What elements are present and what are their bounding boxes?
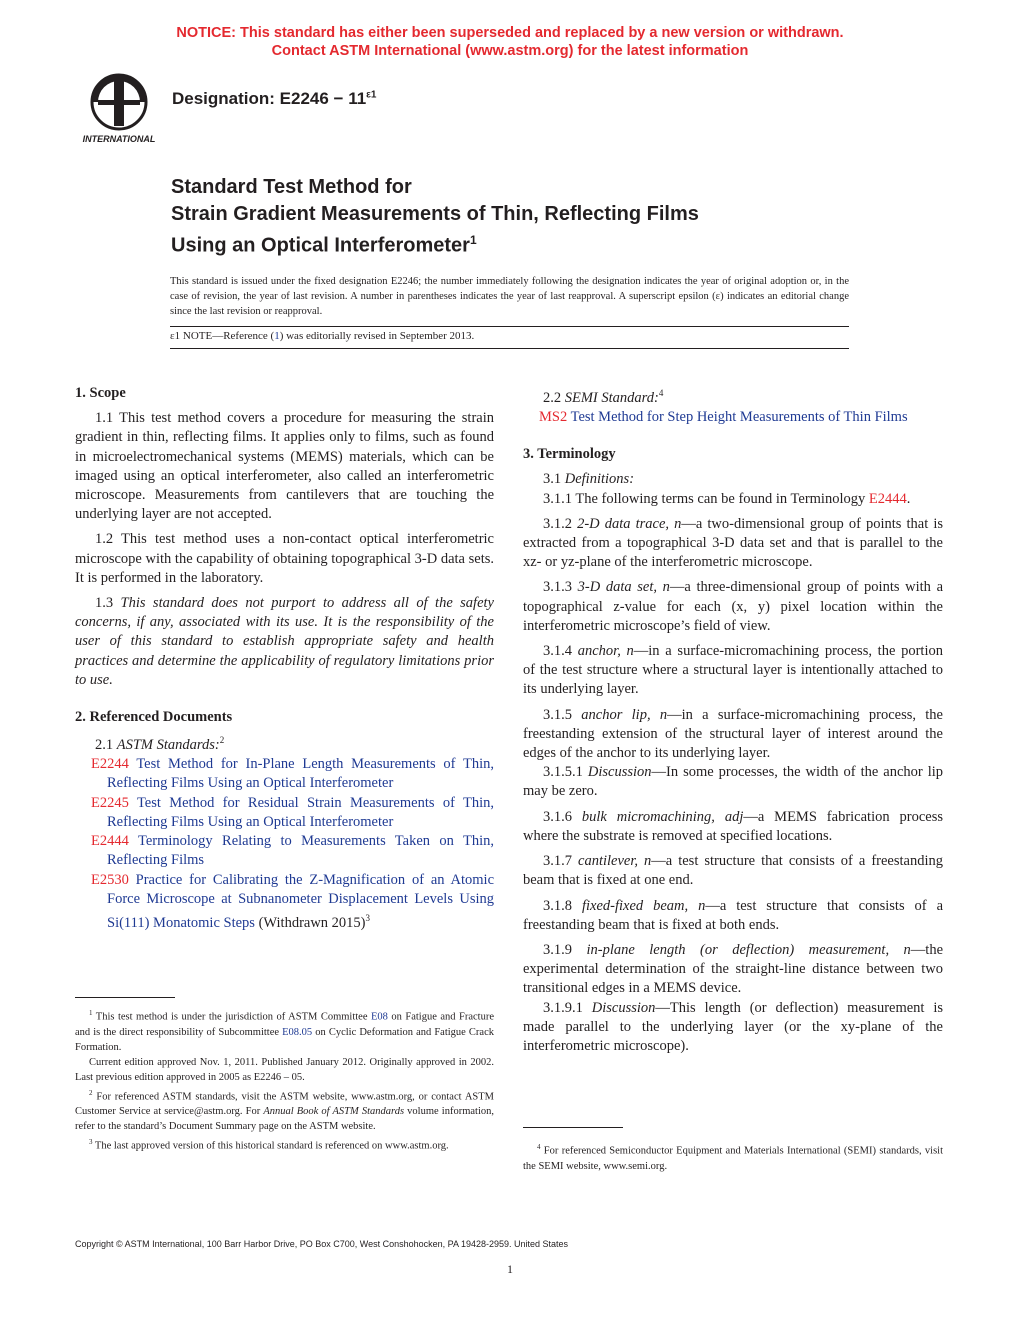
definition: 3.1.7 cantilever, n—a test structure that consists of a freestanding beam that is fixed at one end.	[523, 853, 943, 889]
e2444-link[interactable]: E2444	[868, 490, 907, 507]
reference-item	[75, 832, 494, 870]
committee-link[interactable]: E08	[370, 1011, 388, 1023]
editorial-note: ε1 NOTE—Reference (1) was editorially revised in September 2013.	[170, 330, 475, 342]
reference-link[interactable]: 1	[274, 330, 280, 342]
notice-line-2: Contact ASTM International (www.astm.org) for the latest information	[271, 43, 749, 59]
para-2-2: 2.2 SEMI Standard:$^4$	[543, 388, 664, 406]
subcommittee-link[interactable]: E08.05	[282, 1026, 313, 1038]
reference-title-link[interactable]: Practice for Calibrating the Z-Magnification of an Atomic Force Microscope at Subnanometer Displacement Levels Using Si(111) Monatomic Steps	[107, 871, 495, 931]
para-3-1-1: 3.1.1 The following terms can be found in Terminology E2444.	[543, 490, 911, 507]
left-column	[75, 384, 494, 933]
reference-code-link[interactable]: E2244	[91, 756, 129, 773]
divider	[170, 326, 849, 327]
reference-title-link[interactable]: Test Method for Step Height Measurements of Thin Films	[570, 409, 908, 426]
section-heading-referenced-documents: 2. Referenced Documents	[75, 709, 233, 726]
definition: 3.1.9 in-plane length (or deflection) measurement, n—the experimental determination of the straight-line distance between two transitional edges in a MEMS device.	[523, 941, 944, 997]
para-3-1: 3.1 Definitions:	[543, 471, 635, 488]
footnote-4: $^4$ For referenced Semiconductor Equipment and Materials International (SEMI) standards, visit the SEMI website, www.semi.org.	[523, 1143, 943, 1172]
reference-code-link[interactable]: E2245	[91, 794, 129, 811]
title-line-1: Standard Test Method for	[171, 176, 412, 198]
right-column	[523, 384, 943, 1056]
footnote-1-edition: Current edition approved Nov. 1, 2011. Published January 2012. Originally approved in 2002. Last previous edition approved in 2005 as E2246 – 05.	[75, 1057, 494, 1084]
supersession-notice	[0, 24, 1020, 60]
footnote-2: $^2$ For referenced ASTM standards, visit the ASTM website, www.astm.org, or contact ASTM Customer Service at service@astm.org. For Annual Book of ASTM Standards volume information, refer to the standard’s Document Summary page on the ASTM website.	[75, 1088, 494, 1133]
designation-epsilon: ε1	[366, 89, 377, 101]
footnotes-right	[523, 1140, 943, 1174]
para-2-1: 2.1 ASTM Standards:$^2$	[95, 735, 225, 754]
para-1-3: 1.3 This standard does not purport to address all of the safety concerns, if any, associated with its use. It is the responsibility of the user of this standard to establish appropriate safety and health practices and determine the applicability of regulatory limitations prior to use.	[75, 595, 494, 688]
title-line-3: Using an Optical Interferometer$^1$	[171, 233, 477, 257]
footnote-1: $^1$ This test method is under the jurisdiction of ASTM Committee E08 on Fatigue and Fracture and is the direct responsibility of Subcommittee E08.05 on Cyclic Deformation and Fatigue Crack Formation.	[75, 1009, 494, 1053]
reference-code-link[interactable]: E2444	[91, 833, 129, 850]
designation-label: Designation: E2246 − 11	[172, 89, 367, 108]
logo-subtext: INTERNATIONAL	[82, 134, 156, 144]
astm-logo	[74, 72, 164, 144]
reference-title-link[interactable]: Terminology Relating to Measurements Taken on Thin, Reflecting Films	[107, 833, 494, 869]
reference-item: E2530 Practice for Calibrating the Z-Magnification of an Atomic Force Microscope at Subnanometer Displacement Levels Using Si(111) Monatomic Steps (Withdrawn 2015)$^3$	[91, 871, 495, 931]
section-heading-terminology: 3. Terminology	[523, 446, 616, 463]
divider	[170, 348, 849, 349]
title-footnote-mark: 1	[469, 233, 477, 247]
definition: 3.1.3 3-D data set, n—a three-dimensional group of points with a topographical z-value for each (x, y) pixel location within the interferometric microscope’s field of view.	[523, 579, 944, 634]
definition: 3.1.5 anchor lip, n—in a surface-micromachining process, the freestanding extension of the structural layer of interest around the edges of the anchor to its underlying layer.	[523, 706, 943, 762]
issuance-statement: This standard is issued under the fixed designation E2246; the number immediately following the designation indicates the year of original adoption or, in the case of revision, the year of last revision. A number in parentheses indicates the year of last reapproval. A superscript epsilon (ε) indicates an editorial change since the last revision or reapproval.	[170, 276, 849, 317]
title-line-2: Strain Gradient Measurements of Thin, Reflecting Films	[171, 202, 699, 225]
definition: 3.1.6 bulk micromachining, adj—a MEMS fabrication process where the substrate is removed at specified locations.	[523, 808, 943, 844]
footnote-rule	[523, 1127, 623, 1128]
reference-code-link[interactable]: MS2	[539, 409, 568, 426]
para-1-1: 1.1 This test method covers a procedure for measuring the strain gradient in thin, reflecting films. It applies only to films, such as found in microelectromechanical systems (MEMS) materials, which can be imaged using an optical interferometer, also called an interferometric microscope. Measurements from cantilevers that are touching the underlying layer are not accepted.	[75, 410, 494, 523]
notice-line-1: NOTICE: This standard has either been superseded and replaced by a new version or withdrawn.	[176, 25, 844, 41]
reference-code-link[interactable]: E2530	[91, 871, 129, 888]
definition: 3.1.9.1 Discussion—This length (or deflection) measurement is made parallel to the underlying layer (or the xy-plane of the interferometric microscope).	[523, 999, 944, 1054]
document-title	[171, 174, 871, 259]
footnote-3: $^3$ The last approved version of this historical standard is referenced on www.astm.org.	[89, 1137, 449, 1152]
definition: 3.1.5.1 Discussion—In some processes, the width of the anchor lip may be zero.	[523, 764, 944, 800]
definition: 3.1.2 2-D data trace, n—a two-dimensional group of points that is extracted from a topographical 3-D data set and that is parallel to the xz- or yz-plane of the interferometric microscope.	[523, 515, 944, 571]
reference-title-link[interactable]: Test Method for Residual Strain Measurements of Thin, Reflecting Films Using an Optical Interferometer	[107, 794, 494, 830]
reference-item	[75, 794, 494, 832]
section-heading-scope: 1. Scope	[75, 385, 126, 401]
footnote-rule	[75, 997, 175, 998]
copyright-line: Copyright © ASTM International, 100 Barr Harbor Drive, PO Box C700, West Conshohocken, PA 19428-2959. United States	[75, 1239, 569, 1249]
definition: 3.1.4 anchor, n—in a surface-micromachining process, the portion of the test structure where a structural layer is intentionally attached to its underlying layer.	[523, 643, 943, 698]
reference-item	[523, 408, 943, 427]
reference-title-link[interactable]: Test Method for In-Plane Length Measurements of Thin, Reflecting Films Using an Optical Interferometer	[107, 756, 494, 792]
reference-item	[75, 755, 494, 793]
footnotes-left	[75, 1006, 494, 1153]
designation	[172, 89, 376, 109]
definition: 3.1.8 fixed-fixed beam, n—a test structure that consists of a freestanding beam that is fixed at both ends.	[523, 897, 944, 933]
page-number: 1	[507, 1262, 513, 1276]
para-1-2: 1.2 This test method uses a non-contact optical interferometric microscope with the capability of obtaining topographical 3-D data sets. It is performed in the laboratory.	[75, 531, 494, 586]
